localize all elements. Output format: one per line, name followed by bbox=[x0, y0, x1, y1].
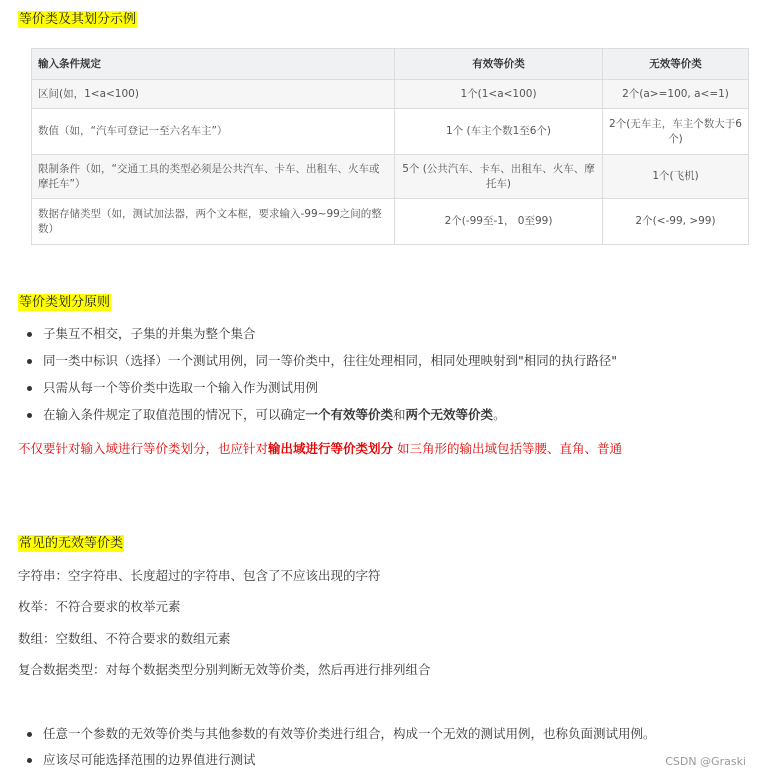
header-invalid-class: 无效等价类 bbox=[603, 49, 749, 80]
table-cell: 限制条件（如，“交通工具的类型必须是公共汽车、卡车、出租车、火车或摩托车”） bbox=[32, 155, 395, 199]
table-cell: 5个 (公共汽车、卡车、出租车、火车、摩托车) bbox=[395, 155, 603, 199]
highlighted-title: 常见的无效等价类 bbox=[19, 536, 124, 551]
highlighted-title: 等价类划分原则 bbox=[19, 295, 111, 310]
table-row bbox=[32, 155, 749, 199]
invalid-class-list bbox=[23, 725, 656, 769]
list-item: 同一类中标识（选择）一个测试用例，同一等价类中，往往处理相同，相同处理映射到"相同的执行路径" bbox=[23, 352, 617, 370]
bold-text: 两个无效等价类 bbox=[405, 407, 494, 422]
table-row bbox=[32, 109, 749, 155]
note-text: 如三角形的输出域包括等腰、直角、普通 bbox=[393, 441, 623, 456]
table-cell: 区间(如，1<a<100) bbox=[32, 80, 395, 109]
list-item: 应该尽可能选择范围的边界值进行测试 bbox=[23, 751, 656, 769]
table-cell: 2个(-99至-1， 0至99) bbox=[395, 199, 603, 245]
equivalence-class-table bbox=[31, 48, 749, 245]
bullet-text: 。 bbox=[493, 407, 506, 422]
table-cell: 数值（如，“汽车可登记一至六名车主”） bbox=[32, 109, 395, 155]
table-cell: 2个(无车主，车主个数大于6个) bbox=[603, 109, 749, 155]
table-cell: 1个(飞机) bbox=[603, 155, 749, 199]
section-title-examples bbox=[18, 11, 137, 29]
paragraph-string: 字符串：空字符串、长度超过的字符串、包含了不应该出现的字符 bbox=[18, 568, 381, 583]
list-item bbox=[23, 406, 617, 424]
table-row bbox=[32, 80, 749, 109]
table-row bbox=[32, 199, 749, 245]
section-title-principles bbox=[18, 294, 111, 312]
header-input-condition: 输入条件规定 bbox=[32, 49, 395, 80]
bullet-text: 在输入条件规定了取值范围的情况下，可以确定 bbox=[43, 407, 306, 422]
paragraph-array: 数组：空数组、不符合要求的数组元素 bbox=[18, 631, 231, 646]
note-bold-text: 输出域进行等价类划分 bbox=[268, 441, 394, 456]
paragraph-enum: 枚举：不符合要求的枚举元素 bbox=[18, 599, 181, 614]
list-item: 子集互不相交，子集的并集为整个集合 bbox=[23, 325, 617, 343]
note-text: 不仅要针对输入域进行等价类划分，也应针对 bbox=[18, 441, 269, 456]
highlighted-title: 等价类及其划分示例 bbox=[19, 12, 137, 27]
paragraph-composite: 复合数据类型：对每个数据类型分别判断无效等价类，然后再进行排列组合 bbox=[18, 662, 431, 677]
header-valid-class: 有效等价类 bbox=[395, 49, 603, 80]
bullet-text: 和 bbox=[393, 407, 406, 422]
table-cell: 2个(a>=100, a<=1) bbox=[603, 80, 749, 109]
bold-text: 一个有效等价类 bbox=[305, 407, 394, 422]
output-domain-note bbox=[18, 440, 622, 458]
list-item: 只需从每一个等价类中选取一个输入作为测试用例 bbox=[23, 379, 617, 397]
table-cell: 1个(1<a<100) bbox=[395, 80, 603, 109]
list-item: 任意一个参数的无效等价类与其他参数的有效等价类进行组合，构成一个无效的测试用例，也称负面测试用例。 bbox=[23, 725, 656, 743]
table-cell: 数据存储类型（如，测试加法器，两个文本框，要求输入-99~99之间的整数） bbox=[32, 199, 395, 245]
table-cell: 2个(<-99, >99) bbox=[603, 199, 749, 245]
principles-list bbox=[23, 325, 617, 424]
watermark: CSDN @Graski bbox=[665, 755, 746, 768]
section-title-invalid-classes bbox=[18, 535, 124, 553]
table-header-row bbox=[32, 49, 749, 80]
table-cell: 1个 (车主个数1至6个) bbox=[395, 109, 603, 155]
